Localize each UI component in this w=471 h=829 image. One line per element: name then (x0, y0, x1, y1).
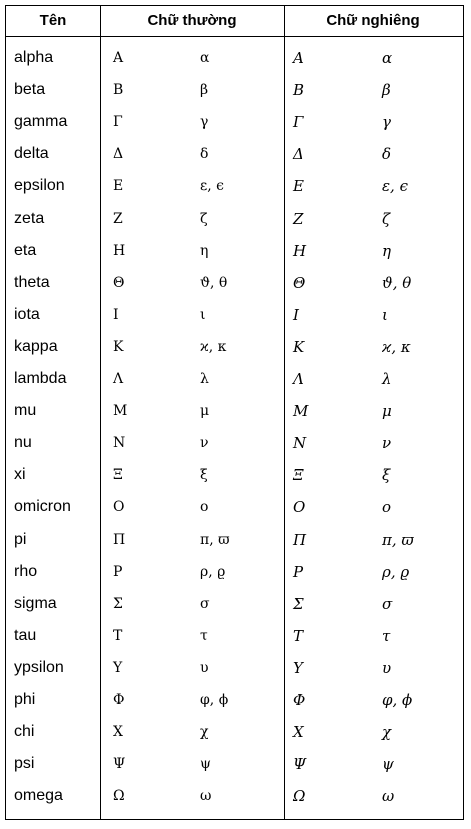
upright-capital: Ρ (113, 563, 123, 580)
italic-lowercase: ι (382, 305, 388, 324)
table-row (6, 556, 463, 588)
header-upright: Chữ thường (147, 12, 237, 29)
italic-lowercase: ϑ, θ (382, 273, 412, 292)
italic-capital: Β (293, 81, 305, 100)
upright-lowercase: μ (200, 403, 210, 420)
letter-name: epsilon (14, 177, 65, 195)
italic-capital: Ι (293, 305, 299, 324)
italic-lowercase: τ (382, 626, 391, 645)
table-row (6, 780, 463, 812)
italic-lowercase: β (382, 81, 391, 100)
upright-lowercase: υ (200, 659, 209, 676)
italic-lowercase: ο (382, 498, 392, 517)
upright-lowercase: ϑ, θ (200, 274, 228, 291)
italic-capital: Π (293, 530, 307, 549)
letter-name: mu (14, 402, 37, 420)
letter-name: tau (14, 626, 37, 644)
italic-capital: Α (293, 49, 304, 67)
letter-name: kappa (14, 337, 58, 355)
letter-name: ypsilon (14, 658, 64, 676)
table-row (6, 331, 463, 363)
italic-capital: Η (293, 241, 307, 260)
table-row (6, 42, 463, 74)
upright-lowercase: τ (200, 627, 208, 644)
upright-capital: Θ (113, 274, 125, 291)
upright-lowercase: ϰ, κ (200, 338, 227, 355)
italic-capital: Ξ (293, 466, 304, 485)
letter-name: zeta (14, 209, 45, 227)
upright-lowercase: δ (200, 146, 209, 163)
upright-lowercase: π, ϖ (200, 531, 230, 548)
upright-lowercase: φ, ϕ (200, 692, 229, 708)
upright-lowercase: ρ, ϱ (200, 563, 226, 580)
table-row (6, 684, 463, 716)
letter-name: omega (14, 787, 63, 805)
upright-capital: Μ (113, 403, 128, 420)
italic-lowercase: ϰ, κ (382, 337, 411, 356)
table-row (6, 748, 463, 780)
letter-name: alpha (14, 49, 54, 66)
italic-capital: Τ (293, 626, 304, 645)
upright-capital: Ι (113, 306, 119, 323)
letter-name: rho (14, 562, 38, 580)
table-row (6, 74, 463, 106)
letter-name: xi (14, 466, 26, 484)
letter-name: pi (14, 530, 27, 548)
italic-lowercase: π, ϖ (382, 530, 414, 549)
upright-capital: Ε (113, 178, 124, 195)
italic-lowercase: υ (382, 658, 392, 677)
upright-capital: Π (113, 531, 126, 548)
letter-name: theta (14, 273, 50, 291)
header-name: Tên (39, 12, 67, 29)
upright-capital: Φ (113, 692, 125, 708)
upright-capital: Β (113, 82, 124, 99)
italic-capital: Χ (293, 723, 304, 742)
table-row (6, 491, 463, 523)
letter-name: phi (14, 691, 36, 708)
upright-lowercase: ψ (200, 756, 211, 773)
letter-name: iota (14, 305, 40, 323)
upright-capital: Α (113, 50, 124, 66)
table-row (6, 363, 463, 395)
upright-lowercase: ο (200, 499, 209, 516)
upright-capital: Χ (113, 724, 123, 741)
letter-name: psi (14, 755, 35, 773)
upright-lowercase: ι (200, 306, 206, 323)
upright-capital: Λ (113, 371, 124, 387)
italic-capital: Ζ (293, 209, 304, 228)
letter-name: sigma (14, 594, 57, 612)
italic-capital: Ν (293, 434, 307, 453)
italic-capital: Φ (293, 691, 306, 709)
italic-lowercase: α (382, 49, 393, 67)
italic-lowercase: ε, ϵ (382, 177, 408, 196)
letter-name: gamma (14, 113, 68, 131)
italic-capital: Σ (293, 594, 304, 613)
italic-lowercase: ψ (382, 755, 394, 774)
italic-capital: Ε (293, 177, 304, 196)
italic-capital: Γ (293, 113, 304, 132)
table-row (6, 524, 463, 556)
greek-alphabet-table (5, 5, 464, 820)
table-row (6, 299, 463, 331)
table-row (6, 395, 463, 427)
table-row (6, 235, 463, 267)
upright-capital: Ζ (113, 210, 123, 227)
table-row (6, 427, 463, 459)
header-italic: Chữ nghiêng (326, 12, 420, 29)
upright-lowercase: σ (200, 595, 210, 612)
italic-capital: Μ (293, 402, 309, 421)
italic-capital: Θ (293, 273, 306, 292)
table-row (6, 652, 463, 684)
upright-lowercase: η (200, 242, 209, 259)
italic-capital: Ο (293, 498, 306, 517)
letter-name: eta (14, 241, 37, 259)
italic-lowercase: η (382, 241, 391, 260)
italic-lowercase: χ (382, 723, 392, 742)
upright-capital: Γ (113, 114, 123, 131)
upright-lowercase: β (200, 82, 209, 99)
table-row (6, 203, 463, 235)
upright-lowercase: ν (200, 435, 209, 452)
upright-capital: Ω (113, 788, 125, 805)
upright-capital: Ο (113, 499, 125, 516)
table-row (6, 588, 463, 620)
table-row (6, 267, 463, 299)
italic-lowercase: φ, ϕ (382, 691, 413, 709)
italic-lowercase: δ (382, 145, 392, 164)
table-row (6, 620, 463, 652)
upright-capital: Τ (113, 627, 123, 644)
upright-lowercase: γ (200, 114, 209, 131)
letter-name: omicron (14, 498, 71, 516)
upright-lowercase: ω (200, 788, 212, 805)
table-row (6, 106, 463, 138)
table-row (6, 170, 463, 202)
italic-lowercase: ω (382, 787, 395, 806)
italic-lowercase: ν (382, 434, 392, 453)
letter-name: beta (14, 81, 46, 99)
upright-capital: Υ (113, 659, 123, 676)
header-divider (6, 36, 463, 37)
italic-capital: Δ (293, 145, 304, 164)
upright-capital: Σ (113, 595, 123, 612)
italic-capital: Κ (293, 337, 305, 356)
upright-capital: Κ (113, 338, 124, 355)
upright-capital: Δ (113, 146, 124, 163)
upright-lowercase: α (200, 50, 210, 66)
upright-capital: Ψ (113, 756, 126, 773)
italic-capital: Ω (293, 787, 306, 806)
letter-name: lambda (14, 370, 67, 387)
table-row (6, 459, 463, 491)
upright-capital: Ξ (113, 467, 123, 484)
italic-lowercase: μ (382, 402, 392, 421)
upright-lowercase: ζ (200, 210, 208, 227)
upright-capital: Ν (113, 435, 126, 452)
italic-capital: Ψ (293, 755, 307, 774)
italic-lowercase: γ (382, 113, 391, 132)
upright-capital: Η (113, 242, 126, 259)
letter-name: nu (14, 434, 32, 452)
italic-capital: Υ (293, 658, 303, 677)
upright-lowercase: ξ (200, 467, 208, 484)
upright-lowercase: χ (200, 724, 209, 741)
italic-lowercase: σ (382, 594, 393, 613)
italic-capital: Λ (293, 370, 304, 388)
italic-lowercase: λ (382, 370, 392, 388)
italic-capital: Ρ (293, 562, 304, 581)
letter-name: chi (14, 723, 35, 741)
upright-lowercase: λ (200, 371, 209, 387)
table-row (6, 716, 463, 748)
italic-lowercase: ρ, ϱ (382, 562, 410, 581)
upright-lowercase: ε, ϵ (200, 178, 224, 195)
italic-lowercase: ξ (382, 466, 391, 485)
letter-name: delta (14, 145, 49, 163)
table-row (6, 138, 463, 170)
italic-lowercase: ζ (382, 209, 391, 228)
